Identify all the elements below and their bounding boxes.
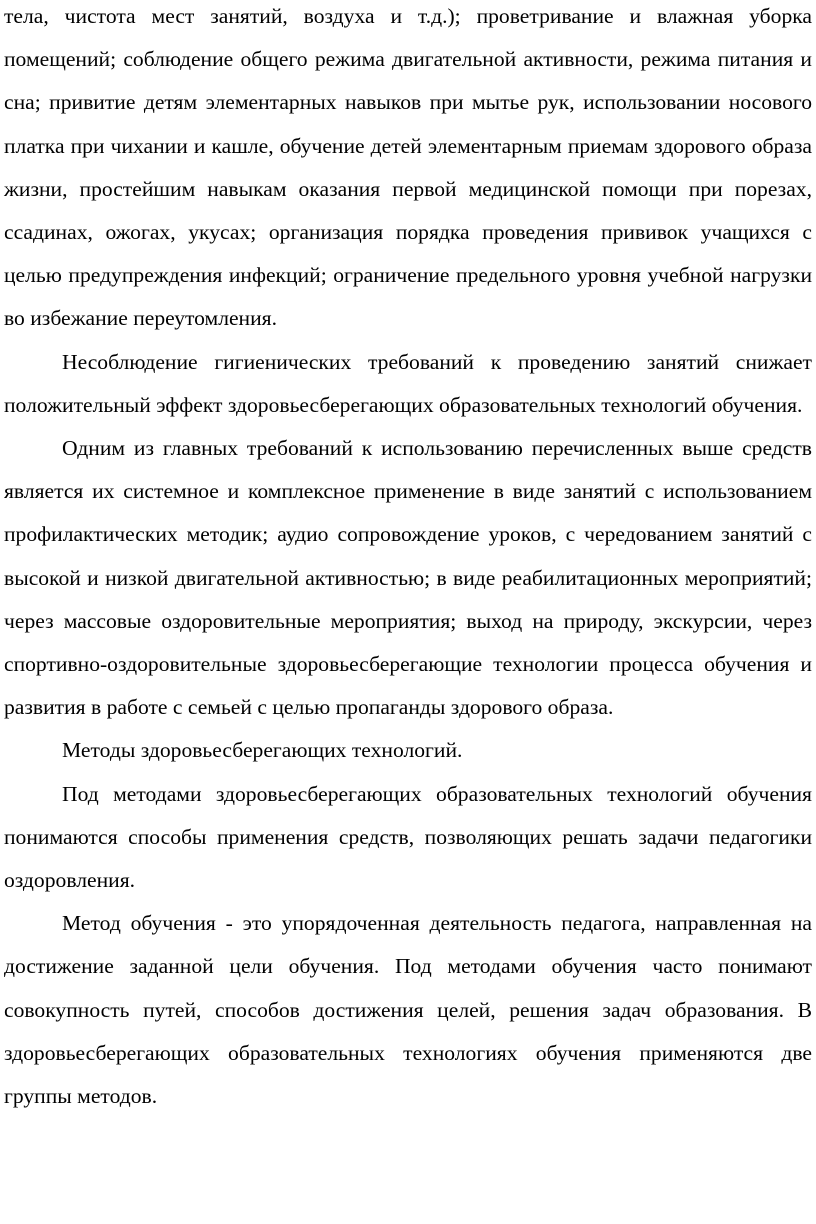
paragraph-hygiene-measures: тела, чистота мест занятий, воздуха и т.д.); проветривание и влажная уборка помещений; соблюдение общего режима двигательной активности, режима питания и сна; привитие детям элементарных навыков при мытье рук, использовании носового платка при чихании и кашле, обучение детей элементарным приемам здорового образа жизни, простейшим навыкам оказания первой медицинской помощи при порезах, ссадинах, ожогах, укусах; организация порядка проведения прививок учащихся с целью предупреждения инфекций; ограничение предельного уровня учебной нагрузки во избежание переутомления. [4,4,812,331]
paragraph-methods-heading: Методы здоровьесберегающих технологий. [62,738,463,763]
paragraph-hygiene-requirements: Несоблюдение гигиенических требований к проведению занятий снижает положительный эффект здоровьесберегающих образовательных технологий обучения. [4,349,812,417]
paragraph-teaching-method: Метод обучения - это упорядоченная деятельность педагога, направленная на достижение заданной цели обучения. Под методами обучения часто понимают совокупность путей, способов достижения целей, решения задач образования. В здоровьесберегающих образовательных технологиях обучения применяются две группы методов. [4,911,812,1109]
document-page [4,0,812,1118]
paragraph-methods-definition: Под методами здоровьесберегающих образовательных технологий обучения понимаются способы применения средств, позволяющих решать задачи педагогики оздоровления. [4,781,812,893]
paragraph-main-requirements: Одним из главных требований к использованию перечисленных выше средств является их системное и комплексное применение в виде занятий с использованием профилактических методик; аудио сопровождение уроков, с чередованием занятий с высокой и низкой двигательной активностью; в виде реабилитационных мероприятий; через массовые оздоровительные мероприятия; выход на природу, экскурсии, через спортивно-оздоровительные здоровьесберегающие технологии процесса обучения и развития в работе с семьей с целью пропаганды здорового образа. [4,436,812,720]
